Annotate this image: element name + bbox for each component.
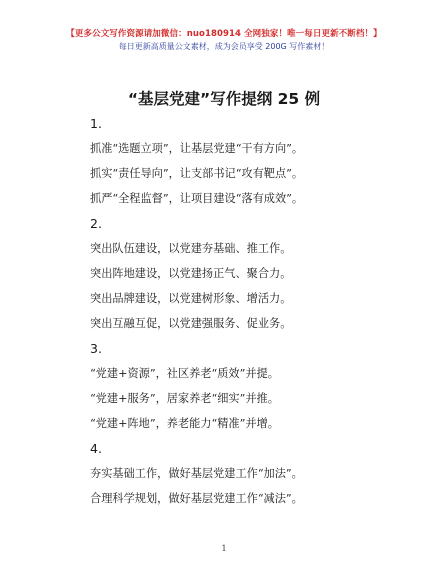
document-body: [90, 114, 390, 514]
outline-section-3: [90, 339, 390, 439]
outline-line: 夯实基础工作，做好基层党建工作“加法”。: [90, 467, 303, 480]
promo-banner-line-1: 【更多公文写作资源请加微信：nuo180914 全网独家！唯一每日更新不断档！】: [66, 29, 382, 39]
outline-line: “党建+服务”，居家养老“细实”并推。: [90, 392, 279, 405]
page-number: 1: [221, 544, 227, 553]
outline-line: 合理科学规划，做好基层党建工作“减法”。: [90, 492, 303, 505]
outline-section-2: [90, 214, 390, 339]
outline-line: “党建+资源”，社区养老“质效”并提。: [90, 367, 279, 380]
outline-line: 突出阵地建设，以党建扬正气、聚合力。: [90, 267, 292, 280]
section-number: 4.: [90, 441, 102, 456]
section-number: 2.: [90, 216, 102, 231]
outline-line: 抓准“选题立项”，让基层党建“干有方向”。: [90, 142, 304, 155]
outline-line: 突出品牌建设，以党建树形象、增活力。: [90, 292, 292, 305]
document-title: “基层党建”写作提纲 25 例: [127, 90, 321, 108]
outline-line: 突出互融互促，以党建强服务、促业务。: [90, 317, 292, 330]
section-number: 1.: [90, 116, 102, 131]
promo-banner-line-2: 每日更新高质量公文素材，成为会员享受 200G 写作素材！: [118, 42, 330, 51]
outline-line: 突出队伍建设，以党建夯基础、推工作。: [90, 242, 292, 255]
outline-section-1: [90, 114, 390, 214]
outline-line: 抓严“全程监督”，让项目建设“落有成效”。: [90, 192, 304, 205]
outline-line: “党建+阵地”，养老能力“精准”并增。: [90, 417, 279, 430]
section-number: 3.: [90, 341, 102, 356]
outline-section-4: [90, 439, 390, 514]
outline-line: 抓实“责任导向”，让支部书记“攻有靶点”。: [90, 167, 304, 180]
